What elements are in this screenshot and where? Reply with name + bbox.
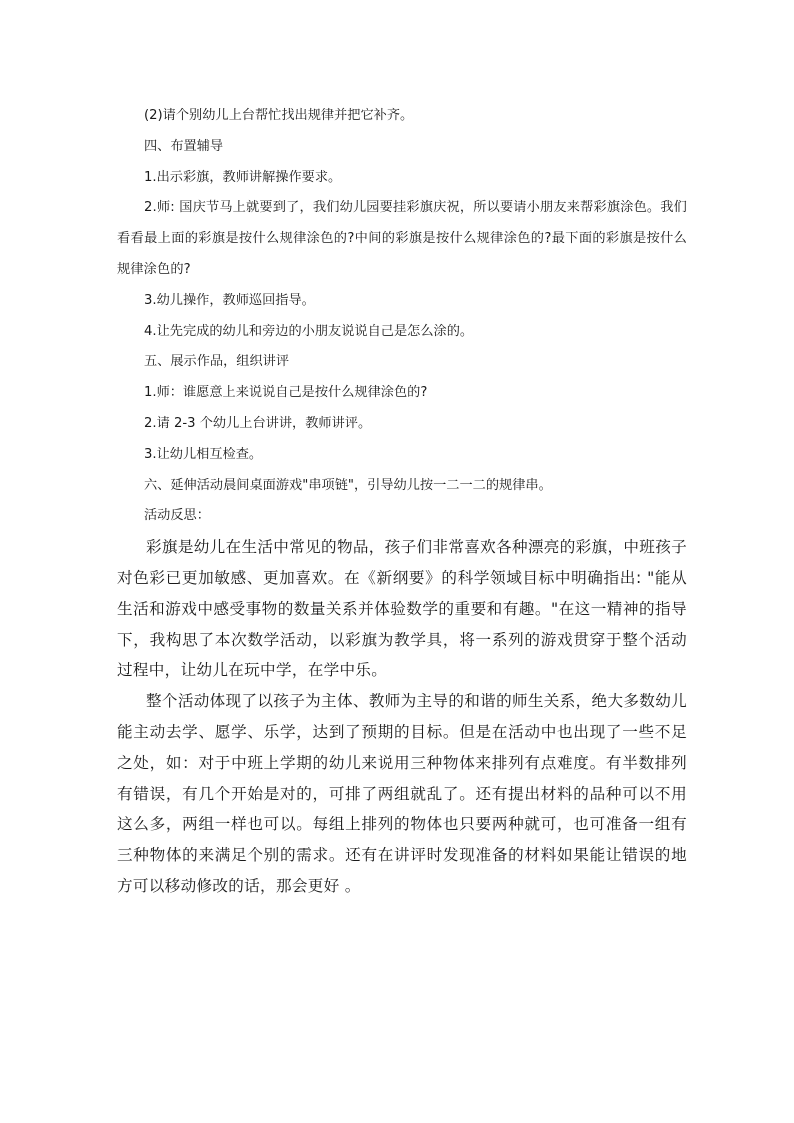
document-body xyxy=(117,101,687,902)
step-line: 2.请 2-3 个幼儿上台讲讲，教师讲评。 xyxy=(144,415,372,431)
teacher-paragraph: 2.师: 国庆节马上就要到了，我们幼儿园要挂彩旗庆祝，所以要请小朋友来帮彩旗涂色。我们看看最上面的彩旗是按什么规律涂色的?中间的彩旗是按什么规律涂色的?最下面的彩旗是按什么规律涂色的? xyxy=(117,200,687,277)
step-line: (2)请个别幼儿上台帮忙找出规律并把它补齐。 xyxy=(144,108,414,123)
reflection-paragraph: 整个活动体现了以孩子为主体、教师为主导的和谐的师生关系，绝大多数幼儿能主动去学、愿学、乐学，达到了预期的目标。但是在活动中也出现了一些不足之处，如：对于中班上学期的幼儿来说用三种物体来排列有点难度。有半数排列有错误，有几个开始是对的，可排了两组就乱了。还有提出材料的品种可以不用这么多，两组一样也可以。每组上排列的物体也只要两种就可，也可准备一组有三种物体的来满足个别的需求。还有在讲评时发现准备的材料如果能让错误的地方可以移动修改的话，那会更好 。 xyxy=(117,692,687,895)
step-line: 1.出示彩旗，教师讲解操作要求。 xyxy=(144,169,342,185)
step-line: 3.让幼儿相互检查。 xyxy=(144,446,263,462)
section-heading: 四、布置辅导 xyxy=(144,138,224,154)
step-line: 3.幼儿操作，教师巡回指导。 xyxy=(144,292,315,308)
reflection-paragraph: 彩旗是幼儿在生活中常见的物品，孩子们非常喜欢各种漂亮的彩旗，中班孩子对色彩已更加敏感、更加喜欢。在《新纲要》的科学领域目标中明确指出: "能从生活和游戏中感受事物的数量关系并体验数学的重要和有趣。"在这一精神的指导下，我构思了本次数学活动，以彩旗为教学具，将一系列的游戏贯穿于整个活动过程中，让幼儿在玩中学，在学中乐。 xyxy=(117,538,687,680)
reflection-heading: 活动反思： xyxy=(144,508,210,524)
section-heading: 六、延伸活动晨间桌面游戏"串项链"，引导幼儿按一二一二的规律串。 xyxy=(144,477,552,493)
step-line: 4.让先完成的幼儿和旁边的小朋友说说自己是怎么涂的。 xyxy=(144,323,474,339)
step-line: 1.师：谁愿意上来说说自己是按什么规律涂色的? xyxy=(144,385,428,401)
section-heading: 五、展示作品，组织讲评 xyxy=(144,354,290,370)
